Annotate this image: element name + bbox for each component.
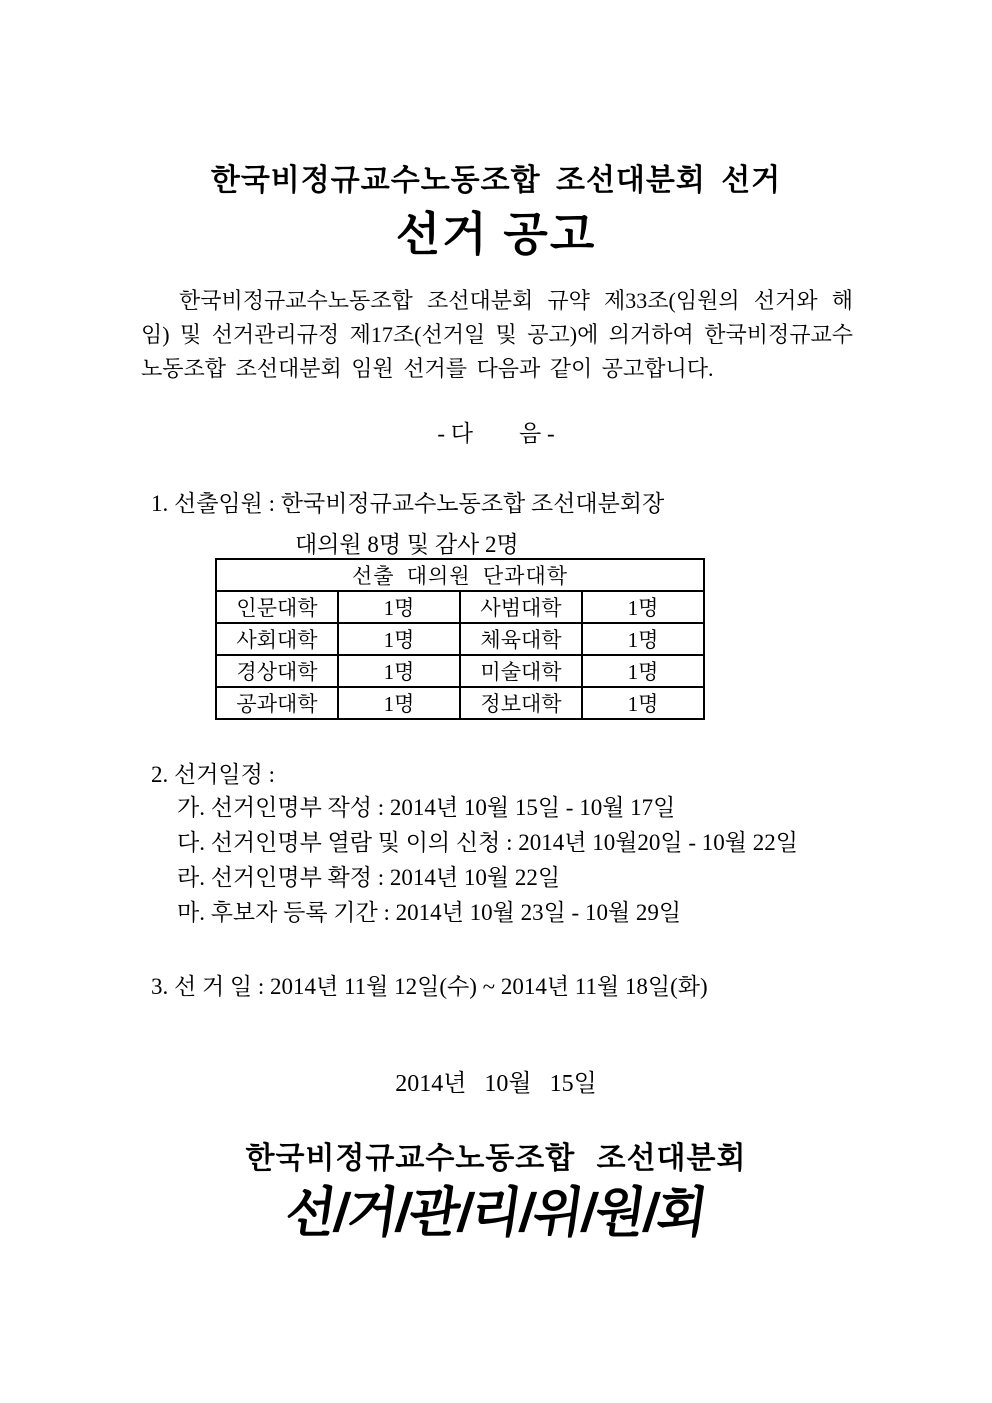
college-count-cell: 1명 <box>582 687 704 719</box>
college-name-cell: 경상대학 <box>216 655 338 687</box>
announcement-date: 2014년 10월 15일 <box>395 1071 597 1097</box>
signature-org-line: 한국비정규교수노동조합 조선대분회 <box>245 1142 747 1175</box>
section1-heading: 1. 선출임원 : 한국비정규교수노동조합 조선대분회장 <box>151 491 665 516</box>
college-count-cell: 1명 <box>338 591 460 623</box>
college-count-cell: 1명 <box>582 591 704 623</box>
college-count-cell: 1명 <box>338 687 460 719</box>
schedule-item: 마. 후보자 등록 기간 : 2014년 10월 23일 - 10월 29일 <box>177 900 682 925</box>
delegate-college-table <box>215 558 705 720</box>
schedule-item: 가. 선거인명부 작성 : 2014년 10월 15일 - 10월 17일 <box>177 795 676 820</box>
college-count-cell: 1명 <box>582 623 704 655</box>
college-name-cell: 체육대학 <box>460 623 582 655</box>
table-row <box>216 655 704 687</box>
intro-paragraph: 한국비정규교수노동조합 조선대분회 규약 제33조(임원의 선거와 해임) 및 선거관리규정 제17조(선거일 및 공고)에 의거하여 한국비정규교수노동조합 조선대분회 임원 선거를 다음과 같이 공고합니다. <box>141 288 853 381</box>
college-count-cell: 1명 <box>338 623 460 655</box>
document-title-line1: 한국비정규교수노동조합 조선대분회 선거 <box>210 164 782 197</box>
section2-item-list <box>177 790 798 930</box>
college-count-cell: 1명 <box>582 655 704 687</box>
college-name-cell: 정보대학 <box>460 687 582 719</box>
table-header-cell: 선출 대의원 단과대학 <box>216 559 704 591</box>
college-name-cell: 사범대학 <box>460 591 582 623</box>
table-row <box>216 623 704 655</box>
section3-heading: 3. 선 거 일 : 2014년 11월 12일(수) ~ 2014년 11월 18일(화) <box>151 974 708 999</box>
table-header-row <box>216 559 704 591</box>
college-name-cell: 사회대학 <box>216 623 338 655</box>
committee-text: 선/거/관/리/위/원/회 <box>281 1183 711 1243</box>
table-row <box>216 591 704 623</box>
signature-committee-line <box>0 1182 992 1244</box>
schedule-item: 다. 선거인명부 열람 및 이의 신청 : 2014년 10월20일 - 10월 22일 <box>177 830 798 855</box>
table-row <box>216 687 704 719</box>
college-name-cell: 미술대학 <box>460 655 582 687</box>
college-name-cell: 공과대학 <box>216 687 338 719</box>
section2-heading: 2. 선거일정 : <box>151 762 276 787</box>
document-title-line2: 선거 공고 <box>395 208 597 260</box>
college-name-cell: 인문대학 <box>216 591 338 623</box>
schedule-item: 라. 선거인명부 확정 : 2014년 10월 22일 <box>177 865 561 890</box>
section1-subline: 대의원 8명 및 감사 2명 <box>295 532 519 557</box>
college-count-cell: 1명 <box>338 655 460 687</box>
daeum-divider: - 다 음 - <box>437 421 555 446</box>
